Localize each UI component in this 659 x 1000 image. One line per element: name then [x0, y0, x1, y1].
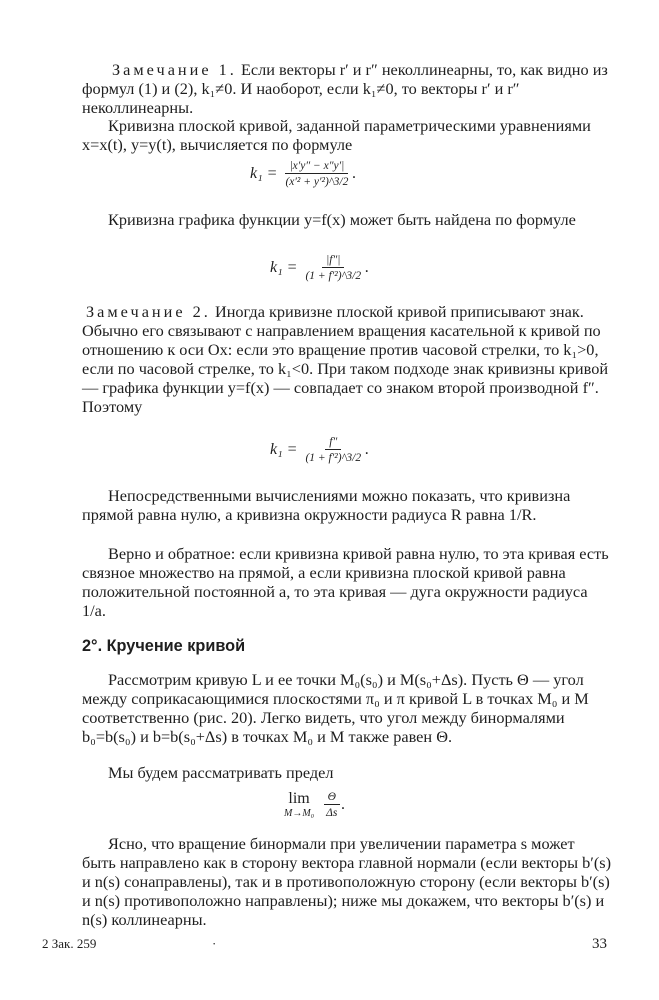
formula-3-end: .	[365, 441, 370, 458]
paragraph-graph: Кривизна графика функции y=f(x) может быть найдена по формуле	[108, 210, 576, 229]
formula-2-numerator: |f″|	[322, 254, 344, 268]
paragraph-direct-computation: Непосредственными вычислениями можно показать, что кривизна прямой равна нулю, а кривизна окружности радиуса R равна 1/R.	[82, 486, 571, 524]
remark-2-text: Иногда кривизне плоской кривой приписывают знак. Обычно его связывают с направлением вращения касательной к кривой по отношению к оси Ox: если это вращение против часовой стрелки, то k₁>0, если по часовой стрелке, то k₁<0. При таком подходе знак кривизны кривой — графика функции y=f(x) — совпадает со знаком второй производной f″. Поэтому	[82, 302, 609, 416]
formula-1-numerator: |x′y″ − x″y′|	[285, 160, 348, 174]
signed-curvature-formula	[270, 436, 369, 464]
page-number: 33	[592, 936, 607, 952]
formula-3-lhs: k₁ =	[270, 441, 298, 458]
curvature-formula-graph	[270, 254, 369, 282]
remark-2	[82, 302, 612, 416]
remark-1-label: Замечание 1.	[112, 60, 237, 79]
formula-1-fraction	[281, 160, 352, 188]
footer-dot: ·	[212, 936, 217, 951]
remark-2-label: Замечание 2.	[86, 302, 211, 321]
formula-3-denominator: (1 + f′²)^3/2	[305, 452, 362, 464]
formula-4-numerator: Θ	[324, 791, 340, 805]
paragraph-binormal-rotation: Ясно, что вращение бинормали при увеличении параметра s может быть направлено как в сторону вектора главной нормали (если векторы b′(s) и n(s) сонаправлены), так и в противоположную сторону (если векторы b′(s) и n(s) противоположно направлены); ниже мы докажем, что векторы b′(s) и n(s) коллинеарны.	[82, 834, 611, 929]
paragraph-limit: Мы будем рассматривать предел	[108, 763, 334, 782]
remark-1	[82, 60, 612, 117]
limit-subscript: M→M₀	[284, 808, 315, 819]
limit-lim: lim	[288, 790, 310, 807]
paragraph-converse: Верно и обратное: если кривизна кривой равна нулю, то эта кривая есть связное множество на прямой, а если кривизна плоской кривой равна положительной постоянной a, то эта кривая — дуга окружности радиуса 1/a.	[82, 544, 609, 620]
limit-operator	[284, 790, 314, 819]
formula-3-fraction	[301, 436, 365, 464]
formula-2-fraction	[301, 254, 365, 282]
formula-4-end: .	[341, 795, 346, 813]
formula-2-lhs: k₁ =	[270, 259, 298, 276]
paragraph-parametric: Кривизна плоской кривой, заданной параметрическими уравнениями x=x(t), y=y(t), вычисляется по формуле	[82, 116, 591, 154]
formula-1-end: .	[352, 165, 357, 182]
paragraph-consider-curve: Рассмотрим кривую L и ее точки M₀(s₀) и M(s₀+Δs). Пусть Θ — угол между соприкасающимися плоскостями π₀ и π кривой L в точках M₀ и M соответственно (рис. 20). Легко видеть, что угол между бинормалями b₀=b(s₀) и b=b(s₀+Δs) в точках M₀ и M также равен Θ.	[82, 670, 589, 746]
curvature-formula-parametric	[250, 160, 356, 188]
formula-2-end: .	[365, 259, 370, 276]
formula-3-numerator: f″	[325, 436, 341, 450]
torsion-limit-formula	[284, 790, 345, 819]
formula-1-lhs: k₁ =	[250, 165, 278, 182]
footer-signature: 2 Зак. 259	[42, 936, 97, 951]
remark-1-text: Если векторы r′ и r″ неколлинеарны, то, как видно из формул (1) и (2), k₁≠0. И наоборот, если k₁≠0, то векторы r′ и r″ неколлинеарны.	[82, 60, 608, 117]
formula-2-denominator: (1 + f′²)^3/2	[305, 270, 362, 282]
formula-1-denominator: (x′² + y′²)^3/2	[285, 176, 349, 188]
formula-4-fraction	[322, 791, 341, 819]
section-heading: 2°. Кручение кривой	[82, 637, 246, 655]
formula-4-denominator: Δs	[326, 806, 338, 819]
